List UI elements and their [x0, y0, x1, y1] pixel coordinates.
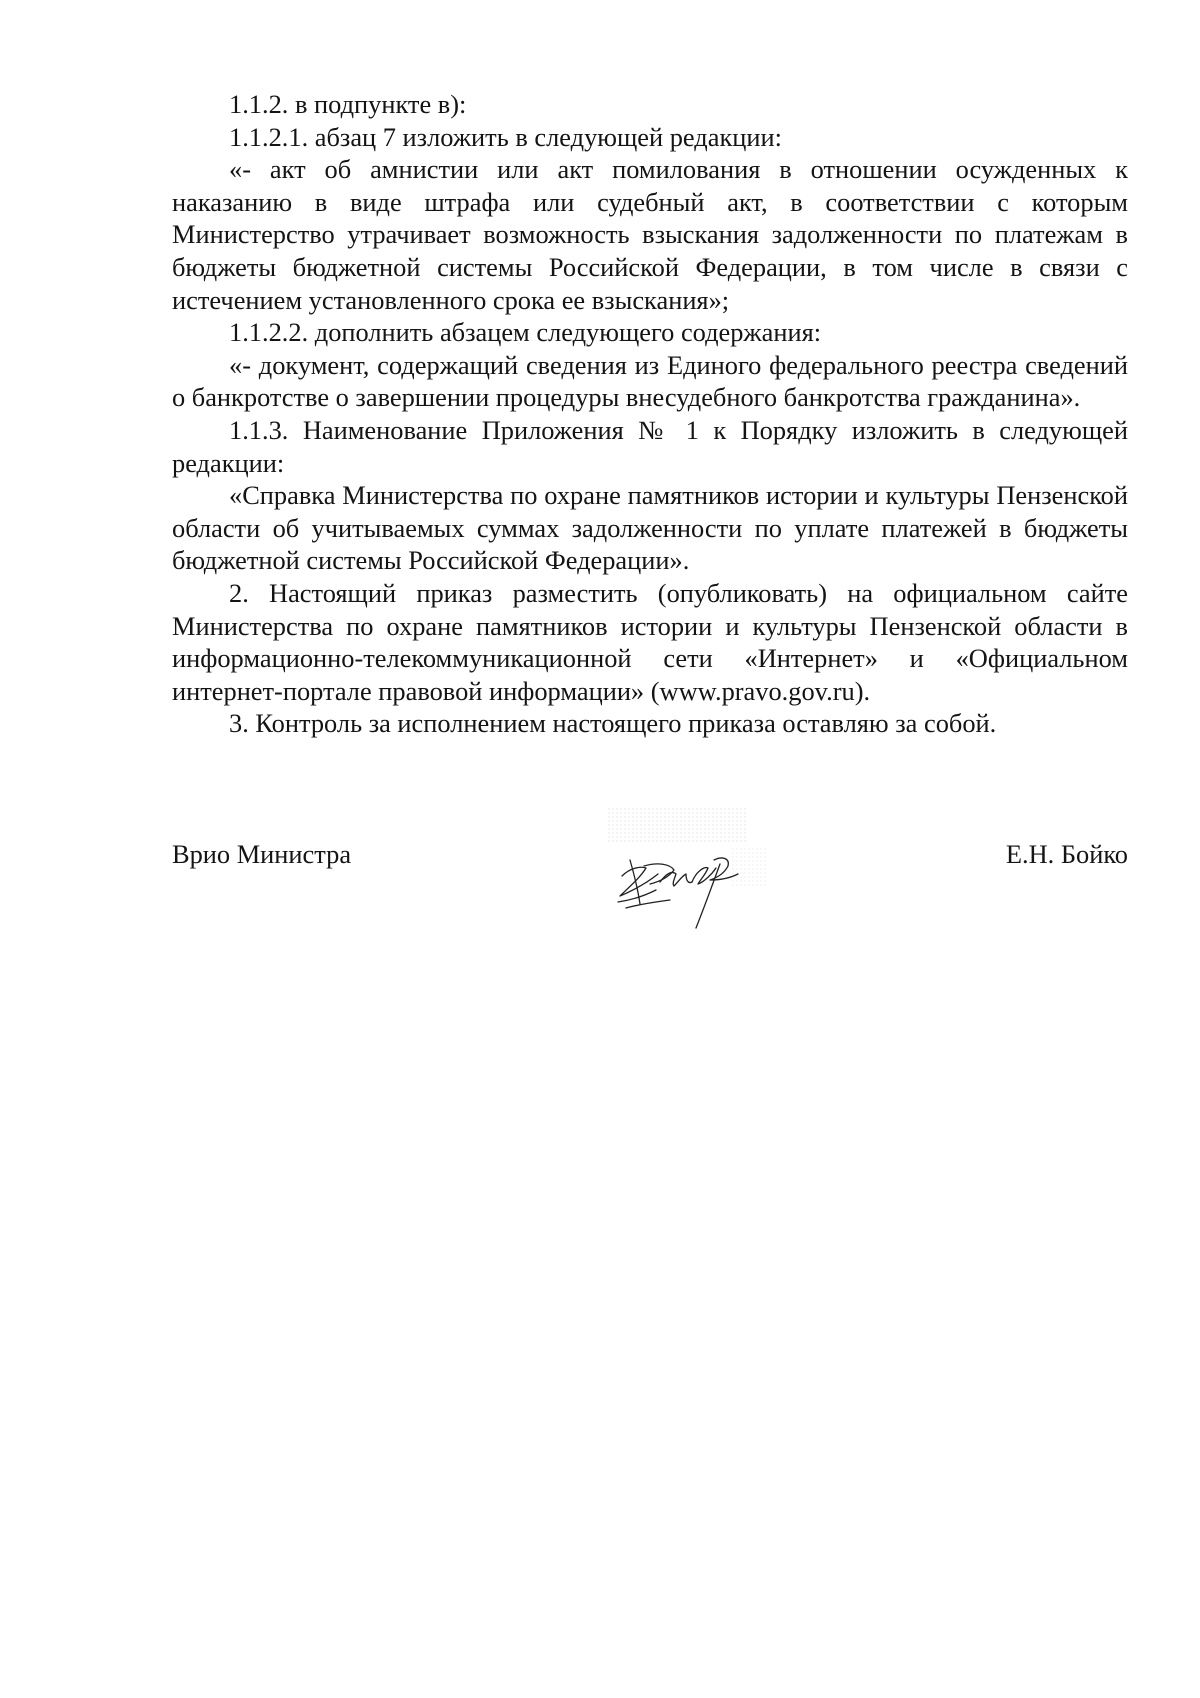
signer-name: Е.Н. Бойко	[1005, 839, 1128, 869]
quoted-appendix-title: «Справка Министерства по охране памятников истории и культуры Пензенской области об учитываемых суммах задолженности по уплате платежей в бюджеты бюджетной системы Российской Федерации».	[172, 480, 1128, 576]
paragraph-2-publication: 2. Настоящий приказ разместить (опубликовать) на официальном сайте Министерства по охране памятников истории и культуры Пензенской области в информационно-телекоммуникационной сети «Интернет» и «Официальном интернет-портале правовой информации» (www.pravo.gov.ru).	[172, 577, 1128, 706]
paragraph-1-1-2-1: 1.1.2.1. абзац 7 изложить в следующей редакции:	[229, 121, 782, 152]
stamp-halo-side	[730, 848, 766, 888]
paragraph-1-1-3: 1.1.3. Наименование Приложения № 1 к Порядку изложить в следующей редакции:	[172, 414, 1128, 478]
quoted-amendment-bankruptcy: «- документ, содержащий сведения из Единого федерального реестра сведений о банкротстве о завершении процедуры внесудебного банкротства гражданина».	[172, 349, 1128, 413]
paragraph-3-control: 3. Контроль за исполнением настоящего приказа оставляю за собой.	[229, 708, 997, 739]
quoted-amendment-amnesty: «- акт об амнистии или акт помилования в отношении осужденных к наказанию в виде штрафа или судебный акт, в соответствии с которым Министерство утрачивает возможность взыскания задолженности по платежам в бюджеты бюджетной системы Российской Федерации, в том числе в связи с истечением установленного срока ее взыскания»;	[172, 154, 1128, 315]
stamp-halo	[608, 808, 748, 842]
paragraph-1-1-2-2: 1.1.2.2. дополнить абзацем следующего содержания:	[229, 317, 822, 348]
document-body	[172, 88, 1128, 740]
signer-title: Врио Министра	[172, 839, 352, 869]
handwritten-signature	[600, 808, 780, 943]
paragraph-1-1-2: 1.1.2. в подпункте в):	[229, 89, 467, 119]
signature-strokes	[618, 858, 738, 928]
